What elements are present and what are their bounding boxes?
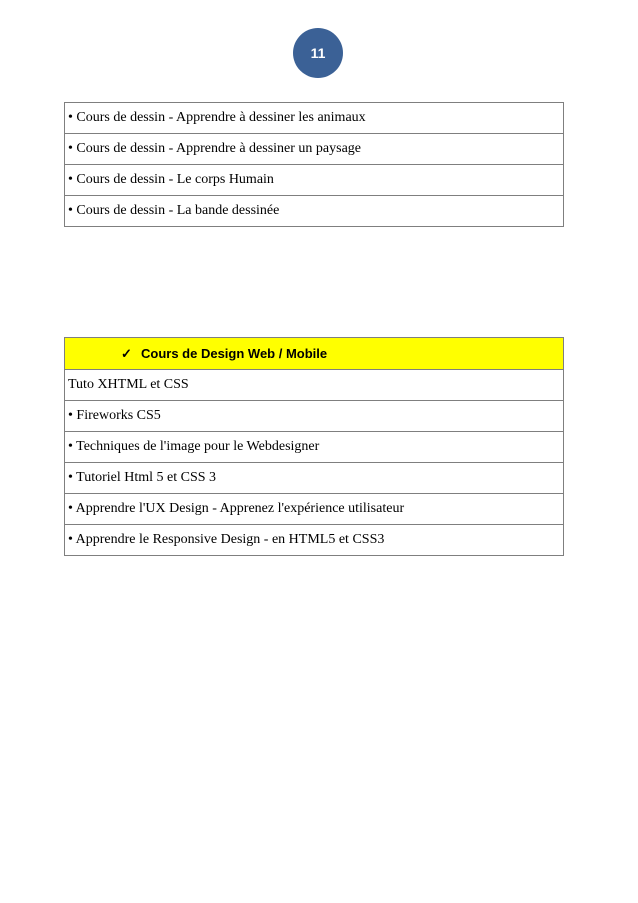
table-row xyxy=(65,401,564,432)
table-row xyxy=(65,196,564,227)
table-cell: • Cours de dessin - La bande dessinée xyxy=(65,196,564,227)
table-row xyxy=(65,463,564,494)
page-number-badge: 11 xyxy=(293,28,343,78)
table-row xyxy=(65,103,564,134)
table-cell: • Techniques de l'image pour le Webdesigner xyxy=(65,432,564,463)
section-title: Cours de Design Web / Mobile xyxy=(141,345,328,361)
design-courses-table xyxy=(64,337,564,556)
table-row xyxy=(65,525,564,556)
table-cell: Tuto XHTML et CSS xyxy=(65,370,564,401)
table-row xyxy=(65,370,564,401)
table-row xyxy=(65,432,564,463)
table-cell: • Fireworks CS5 xyxy=(65,401,564,432)
table-row xyxy=(65,165,564,196)
section-header-row xyxy=(65,338,564,370)
table-cell: • Apprendre l'UX Design - Apprenez l'expérience utilisateur xyxy=(65,494,564,525)
table-row xyxy=(65,134,564,165)
table-row xyxy=(65,494,564,525)
table-cell: • Apprendre le Responsive Design - en HTML5 et CSS3 xyxy=(65,525,564,556)
checkmark-icon: ✓ xyxy=(121,345,132,361)
dessin-courses-table xyxy=(64,102,564,227)
section-header xyxy=(65,338,564,370)
table-cell: • Tutoriel Html 5 et CSS 3 xyxy=(65,463,564,494)
table-cell: • Cours de dessin - Apprendre à dessiner un paysage xyxy=(65,134,564,165)
table-cell: • Cours de dessin - Le corps Humain xyxy=(65,165,564,196)
table-cell: • Cours de dessin - Apprendre à dessiner les animaux xyxy=(65,103,564,134)
